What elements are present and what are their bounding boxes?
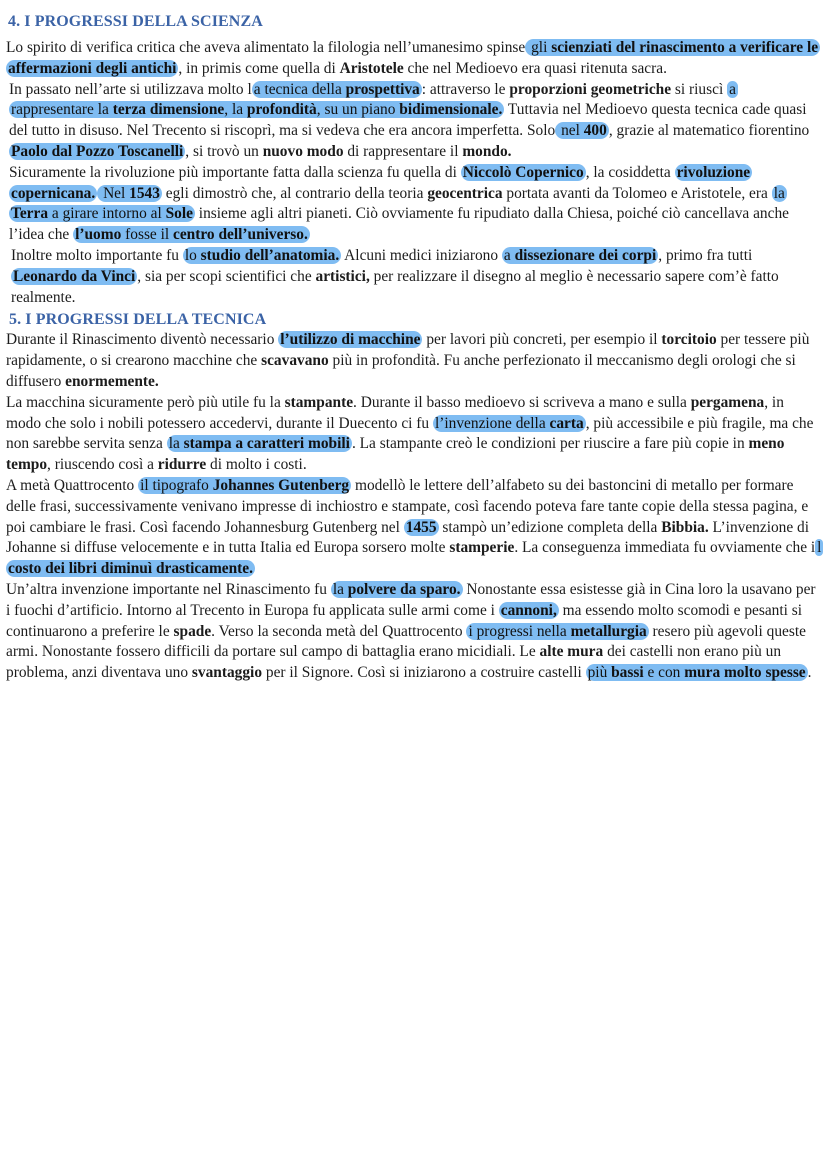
highlight: lo studio dell’anatomia.: [184, 246, 340, 264]
section-5-paragraph-4: Un’altra invenzione importante nel Rinascimento fu la polvere da sparo. Nonostante essa esistesse già in Cina loro la usavano per i fuochi d’artificio. Intorno al Trecento in Europa fu applicata sulle armi come i cannoni, ma essendo molto scomodi e pesanti si continuarono a preferire le spade. Verso la seconda metà del Quattrocento i progressi nella metallurgia resero più agevoli queste armi. Nonostante fossero difficili da portare sul campo di battaglia erano micidiali. Le alte mura dei castelli non erano più un problema, anzi diventava uno svantaggio per il Signore. Così si iniziarono a costruire castelli più bassi e con mura molto spesse .: [6, 580, 816, 682]
document-page: [6, 12, 822, 684]
highlight: gli scienziati del rinascimento a verificare le affermazioni degli antichi: [8, 39, 819, 77]
highlight: l’invenzione della carta: [434, 414, 584, 432]
section-5-title: 5. I PROGRESSI DELLA TECNICA: [9, 311, 267, 329]
highlight: l costo dei libri diminuì drasticamente.: [8, 539, 822, 578]
section-5-paragraph-2: La macchina sicuramente però più utile fu la stampante. Durante il basso medioevo si scriveva a mano e sulla pergamena, in modo che solo i nobili potessero accedervi, durante il Duecento ci fu l’invenzione della carta , più accessibile e più fragile, ma che non sarebbe servita senza la stampa a caratteri mobili . La stampante creò le condizioni per riuscire a fare più copie in meno tempo, riuscendo così a ridurre di molto i costi.: [6, 393, 814, 474]
highlight: a tecnica della prospettiva: [253, 80, 420, 98]
highlight: nel 400: [557, 122, 607, 140]
highlight: a dissezionare dei corpi: [503, 246, 657, 264]
highlight: più bassi e con mura molto spesse: [587, 664, 806, 682]
highlight: cannoni,: [500, 601, 557, 619]
highlight: Paolo dal Pozzo Toscanelli: [11, 142, 184, 160]
highlight: Niccolò Copernico: [462, 163, 584, 181]
highlight: Nel 1543: [99, 184, 160, 202]
section-4-paragraph-1: Lo spirito di verifica critica che aveva alimentato la filologia nell’umanesimo spinse gli scienziati del rinascimento a verificare le affermazioni degli antichi , in primis come quella di Aristotele che nel Medioevo era quasi ritenuta sacra.: [6, 39, 819, 77]
highlight: i progressi nella metallurgia: [468, 622, 647, 640]
section-4-paragraph-4: Inoltre molto importante fu lo studio dell’anatomia. Alcuni medici iniziarono a dissezionare dei corpi , primo fra tutti Leonardo da Vinci , sia per scopi scientifici che artistici, per realizzare il disegno al meglio è necessario sapere com’è fatto realmente.: [11, 246, 779, 306]
highlight: la stampa a caratteri mobili: [168, 435, 350, 453]
highlight: a rappresentare la terza dimensione, la profondità, su un piano bidimensionale.: [11, 80, 736, 119]
section-5-paragraph-1: Durante il Rinascimento diventò necessario l’utilizzo di macchine per lavori più concreti, per esempio il torcitoio per tessere più rapidamente, o si crearono macchine che scavavano più in profondità. Fu anche perfezionato il meccanismo degli orologi che si diffusero enormemente.: [6, 331, 810, 390]
highlight: l’utilizzo di macchine: [280, 331, 421, 349]
highlight: il tipografo Johannes Gutenberg: [140, 476, 350, 494]
section-4-paragraph-3: Sicuramente la rivoluzione più importante fatta dalla scienza fu quella di Niccolò Copernico , la cosiddetta rivoluzione copernicana. Nel 1543 egli dimostrò che, al contrario della teoria geocentrica portata avanti da Tolomeo e Aristotele, era la Terra a girare intorno al Sole insieme agli altri pianeti. Ciò ovviamente fu ripudiato dalla Chiesa, poiché ciò cancellava anche l’idea che l’uomo fosse il centro dell’universo.: [9, 163, 789, 244]
highlight: l’uomo fosse il centro dell’universo.: [75, 226, 308, 244]
highlight: rivoluzione copernicana.: [11, 163, 751, 202]
highlight: la polvere da sparo.: [332, 580, 461, 598]
section-5-paragraph-3: A metà Quattrocento il tipografo Johannes Gutenberg modellò le lettere dell’alfabeto su dei bastoncini di metallo per formare delle frasi, successivamente venivano impresse di inchiostro e stampate, così facendo poteva fare tante copie della stessa pagina, e poi cambiare le frasi. Così facendo Johannesburg Gutenberg nel 1455 stampò un’edizione completa della Bibbia. L’invenzione di Johanne si diffuse velocemente e in tutta Italia ed Europa sorsero molte stamperie. La conseguenza immediata fu ovviamente che i l costo dei libri diminuì drasticamente.: [6, 476, 822, 578]
highlight: Leonardo da Vinci: [13, 267, 136, 285]
section-4-title: 4. I PROGRESSI DELLA SCIENZA: [8, 13, 263, 30]
section-4-paragraph-2: In passato nell’arte si utilizzava molto l a tecnica della prospettiva : attraverso le proporzioni geometriche si riuscì a rappresentare la terza dimensione, la profondità, su un piano bidimensionale. Tuttavia nel Medioevo questa tecnica cade quasi del tutto in disuso. Nel Trecento si riscoprì, ma si vedeva che era ancora imperfetta. Solo nel 400 , grazie al matematico fiorentino Paolo dal Pozzo Toscanelli , si trovò un nuovo modo di rappresentare il mondo.: [9, 80, 810, 160]
highlight: 1455: [405, 518, 437, 536]
highlight: la Terra a girare intorno al Sole: [11, 184, 785, 223]
